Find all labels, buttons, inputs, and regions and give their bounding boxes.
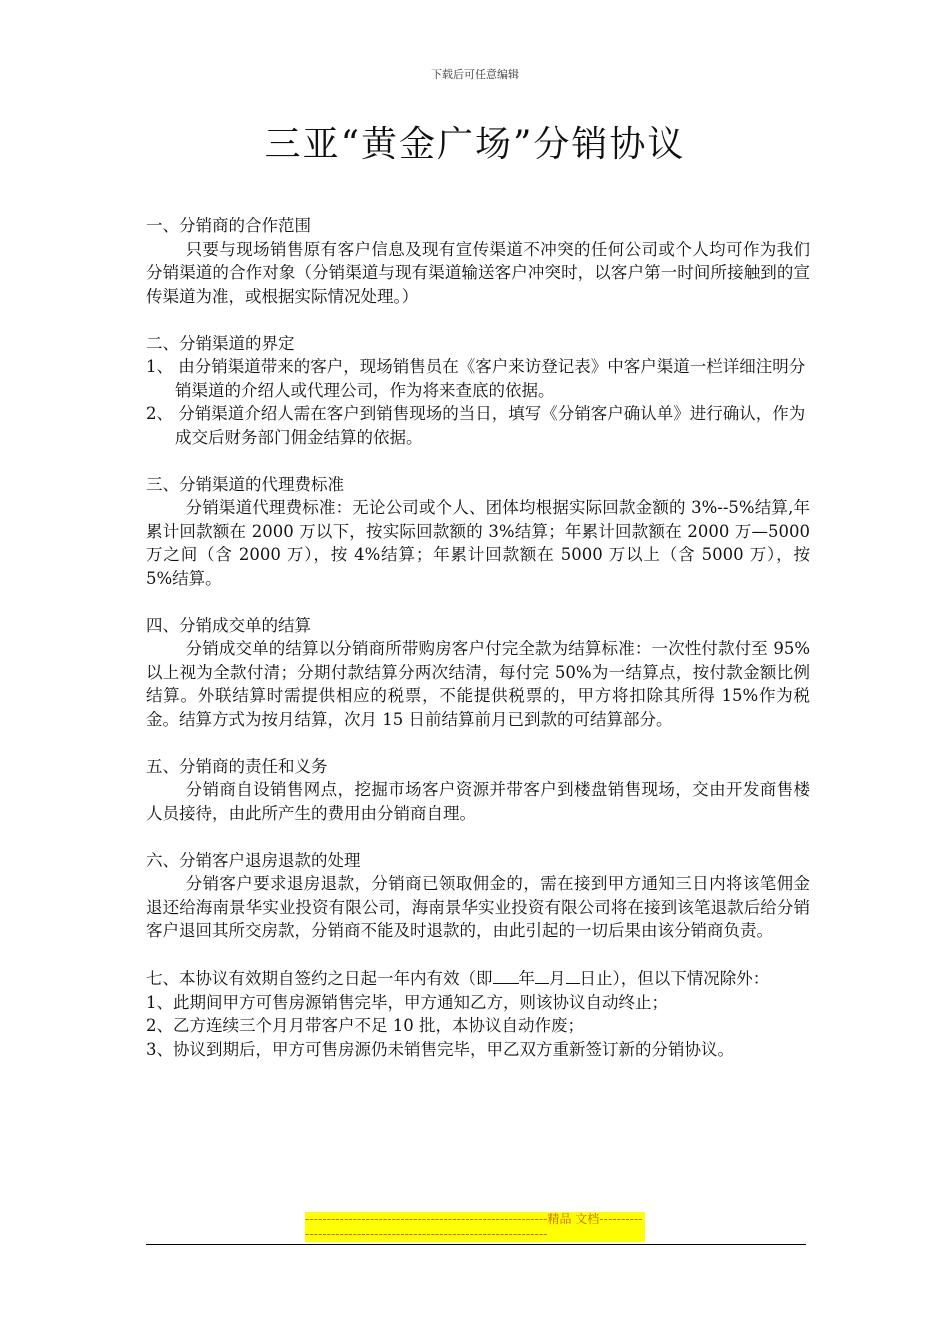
section-4 [146,614,810,732]
list-item: 1、此期间甲方可售房源销售完毕，甲方通知乙方，则该协议自动终止； [146,992,668,1012]
heading-part: 日止），但以下情况除外： [579,969,770,988]
blank-year [493,966,519,984]
section-1 [146,214,810,308]
section-paragraph: 分销商自设销售网点，挖掘市场客户资源并带客户到楼盘销售现场，交由开发商售楼人员接待，由此所产生的费用由分销商自理。 [146,780,810,823]
section-paragraph: 分销渠道代理费标准：无论公司或个人、团体均根据实际回款金额的 3%--5%结算,年累计回款额在 2000 万以下，按实际回款额的 3%结算；年累计回款额在 2000 万—5000 万之间（含 2000 万），按 4%结算；年累计回款额在 5000 万以上（含 5000 万），按 5%结算。 [146,498,810,588]
section-heading: 四、分销成交单的结算 [146,615,311,635]
document-body [146,214,810,1085]
section-heading: 二、分销渠道的界定 [146,333,295,353]
heading-part: 七、本协议有效期自签约之日起一年内有效（即 [146,969,493,988]
header-note: 下载后可任意编辑 [431,68,519,81]
section-heading: 五、分销商的责任和义务 [146,756,328,776]
section-heading: 一、分销商的合作范围 [146,216,311,235]
section-heading: 三、分销渠道的代理费标准 [146,474,344,494]
list-item: 2、乙方连续三个月月带客户不足 10 批，本协议自动作废； [146,1016,584,1035]
document-title: 三亚“黄金广场”分销协议 [264,124,686,165]
list-item: 3、协议到期后，甲方可售房源仍未销售完毕，甲乙双方重新签订新的分销协议。 [146,1039,734,1059]
footer-divider [146,1244,806,1245]
blank-month [535,966,549,984]
list-item: 2、 分销渠道介绍人需在客户到销售现场的当日，填写《分销客户确认单》进行确认，作为成交后财务部门佣金结算的依据。 [146,404,806,447]
section-5 [146,755,810,826]
section-paragraph: 只要与现场销售原有客户信息及现有宣传渠道不冲突的任何公司或个人均可作为我们分销渠道的合作对象（分销渠道与现有渠道输送客户冲突时，以客户第一时间所接触到的宣传渠道为准，或根据实际情况处理。） [146,239,810,306]
section-2 [146,332,810,450]
section-heading [146,966,810,991]
heading-part: 年 [518,969,535,988]
heading-part: 月 [549,969,566,988]
section-heading: 六、分销客户退房退款的处理 [146,850,361,870]
section-6 [146,849,810,943]
section-paragraph: 分销客户要求退房退款，分销商已领取佣金的，需在接到甲方通知三日内将该笔佣金退还给海南景华实业投资有限公司，海南景华实业投资有限公司将在接到该笔退款后给分销客户退回其所交房款，分销商不能及时退款的，由此引起的一切后果由该分销商负责。 [146,874,810,940]
list-item: 1、 由分销渠道带来的客户，现场销售员在《客户来访登记表》中客户渠道一栏详细注明分销渠道的介绍人或代理公司，作为将来查底的依据。 [146,357,806,400]
section-3 [146,473,810,591]
blank-day [566,966,580,984]
section-7 [146,966,810,1061]
section-paragraph: 分销成交单的结算以分销商所带购房客户付完全款为结算标准：一次性付款付至 95%以上视为全款付清；分期付款结算分两次结清，每付完 50%为一结算点，按付款金额比例结算。外联结算时需提供相应的税票，不能提供税票的，甲方将扣除其所得 15%作为税金。结算方式为按月结算，次月 15 日前结算前月已到款的可结算部分。 [146,639,810,729]
footer-banner: --------------------------------------------------------精品 文档------------------------------------------------------------------ [305,1212,645,1242]
